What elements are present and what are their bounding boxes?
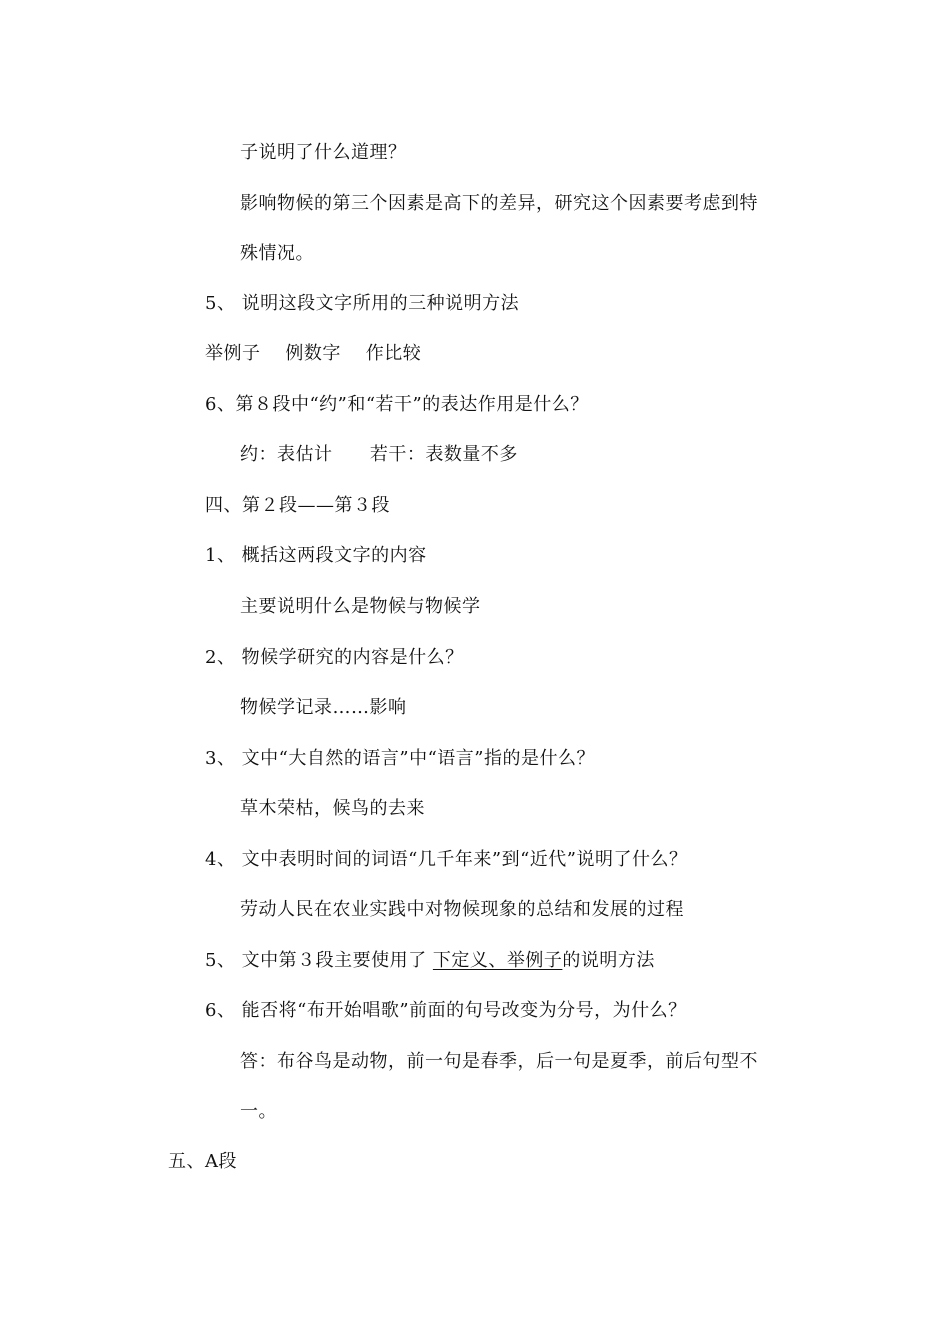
question-6-heading: 6、第８段中“约”和“若干”的表达作用是什么？: [205, 394, 589, 415]
answer-line: 主要说明什么是物候与物候学: [240, 596, 481, 617]
question-3-heading: 3、 文中“大自然的语言”中“语言”指的是什么？: [205, 748, 595, 769]
question-5b-suffix: 的说明方法: [562, 950, 655, 971]
answer-line: 草木荣枯，候鸟的去来: [240, 798, 425, 819]
section-heading-4: 四、第２段——第３段: [205, 495, 390, 516]
answer-line: 一。: [240, 1101, 277, 1122]
answer-line: 劳动人民在农业实践中对物候现象的总结和发展的过程: [240, 899, 684, 920]
text-line: 子说明了什么道理？: [240, 142, 407, 163]
text-line: 影响物候的第三个因素是高下的差异，研究这个因素要考虑到特: [240, 193, 758, 214]
section-heading-5: 五、A段: [168, 1151, 237, 1172]
question-6b-heading: 6、 能否将“布开始唱歌”前面的句号改变为分号，为什么？: [205, 1000, 687, 1021]
question-2-heading: 2、 物候学研究的内容是什么？: [205, 647, 464, 668]
question-1-heading: 1、 概括这两段文字的内容: [205, 545, 427, 566]
answer-line: 约：表估计 若干：表数量不多: [240, 444, 518, 465]
answer-line: 物候学记录……影响: [240, 697, 407, 718]
question-4-heading: 4、 文中表明时间的词语“几千年来”到“近代”说明了什么？: [205, 849, 688, 870]
text-line: 殊情况。: [240, 243, 314, 264]
question-5b-text: 5、 文中第３段主要使用了: [205, 950, 433, 971]
question-5b-line: [205, 949, 655, 973]
answer-line: 答：布谷鸟是动物，前一句是春季，后一句是夏季，前后句型不: [240, 1051, 758, 1072]
underlined-answer: 下定义、举例子: [432, 950, 563, 971]
question-5-heading: 5、 说明这段文字所用的三种说明方法: [205, 293, 520, 314]
answer-line: 举例子 例数字 作比较: [205, 343, 422, 364]
